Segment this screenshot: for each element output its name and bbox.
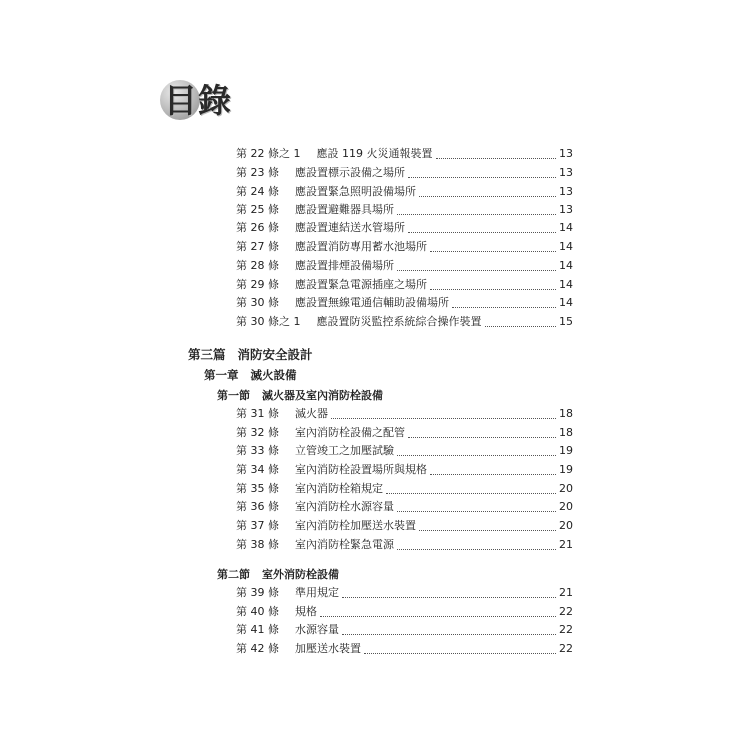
part-heading[interactable]: 第三篇 消防安全設計 [188, 347, 313, 362]
toc-entry[interactable]: 第 26 條 應設置連結送水管場所 14 [236, 221, 573, 234]
toc-entry[interactable]: 第 28 條 應設置排煙設備場所 14 [236, 259, 573, 272]
toc-entry[interactable]: 第 33 條 立管竣工之加壓試驗 19 [236, 444, 573, 457]
toc-entry[interactable]: 第 40 條 規格 22 [236, 605, 573, 618]
section-heading[interactable]: 第一節 滅火器及室內消防栓設備 [217, 389, 383, 402]
toc-entry[interactable]: 第 38 條 室內消防栓緊急電源 21 [236, 538, 573, 551]
toc-entry[interactable]: 第 32 條 室內消防栓設備之配管 18 [236, 426, 573, 439]
toc-entry[interactable]: 第 34 條 室內消防栓設置場所與規格 19 [236, 463, 573, 476]
toc-entry[interactable]: 第 37 條 室內消防栓加壓送水裝置 20 [236, 519, 573, 532]
toc-entry[interactable]: 第 23 條 應設置標示設備之場所 13 [236, 166, 573, 179]
toc-entry[interactable]: 第 29 條 應設置緊急電源插座之場所 14 [236, 278, 573, 291]
toc-entry[interactable]: 第 27 條 應設置消防專用蓄水池場所 14 [236, 240, 573, 253]
toc-entry[interactable]: 第 36 條 室內消防栓水源容量 20 [236, 500, 573, 513]
toc-entry[interactable]: 第 30 條之 1 應設置防災監控系統綜合操作裝置 15 [236, 315, 573, 328]
chapter-heading[interactable]: 第一章 滅火設備 [204, 368, 297, 382]
toc-entry[interactable]: 第 41 條 水源容量 22 [236, 623, 573, 636]
page-title [158, 76, 232, 120]
toc-entry[interactable]: 第 24 條 應設置緊急照明設備場所 13 [236, 185, 573, 198]
toc-entry[interactable]: 第 25 條 應設置避難器具場所 13 [236, 203, 573, 216]
toc-entry[interactable]: 第 42 條 加壓送水裝置 22 [236, 642, 573, 655]
toc-entry[interactable]: 第 22 條之 1 應設 119 火災通報裝置 13 [236, 147, 573, 160]
toc-entry[interactable]: 第 39 條 準用規定 21 [236, 586, 573, 599]
toc-entry[interactable]: 第 30 條 應設置無線電通信輔助設備場所 14 [236, 296, 573, 309]
toc-entry[interactable]: 第 31 條 滅火器 18 [236, 407, 573, 420]
section-heading[interactable]: 第二節 室外消防栓設備 [217, 568, 339, 581]
page-title-text: 目錄 [164, 80, 232, 120]
toc-entry[interactable]: 第 35 條 室內消防栓箱規定 20 [236, 482, 573, 495]
